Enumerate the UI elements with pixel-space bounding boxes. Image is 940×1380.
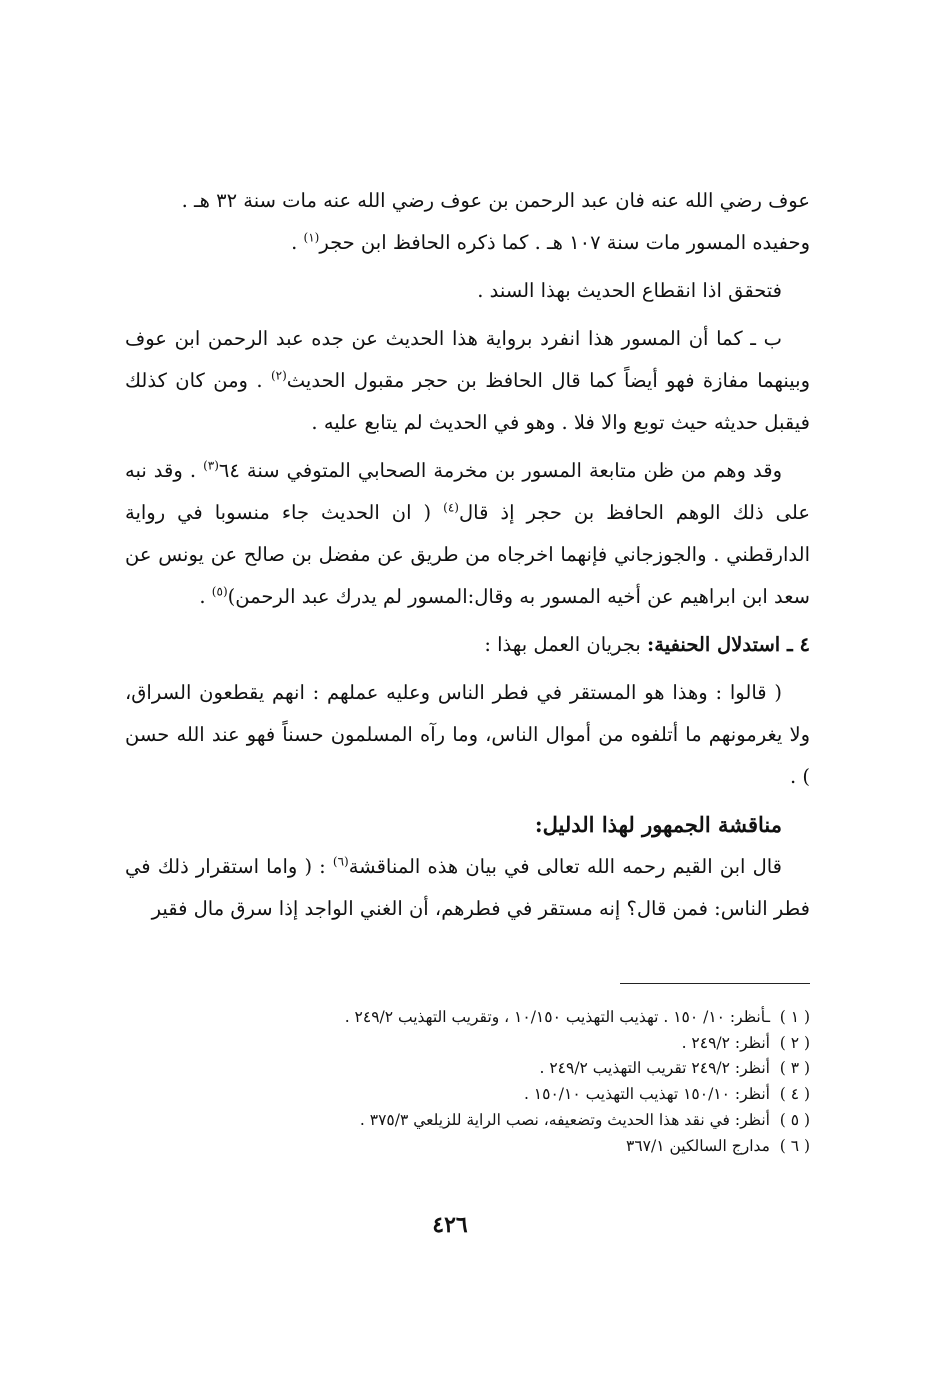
- footnote-6: [125, 1134, 810, 1160]
- footnote-ref-1: (١): [303, 230, 320, 245]
- paragraph-4-text-b: . وقد نبه على ذلك الوهم الحافظ بن حجر إذ قال: [125, 459, 810, 524]
- paragraph-1: [125, 180, 810, 264]
- paragraph-3-text-a: ب ـ كما أن المسور هذا انفرد برواية هذا الحديث عن جده عبد الرحمن ابن عوف وبينهما مفازة فهو أيضاً كما قال الحافظ بن حجر مقبول الحديث: [125, 327, 811, 392]
- footnote-number: ( ٣ ): [779, 1059, 810, 1078]
- paragraph-6: [125, 846, 810, 930]
- footnote-2: [125, 1031, 810, 1057]
- footnote-1: [125, 1005, 810, 1031]
- footnote-number: ( ٤ ): [779, 1085, 810, 1104]
- paragraph-1-line-1: عوف رضي الله عنه فان عبد الرحمن بن عوف رضي الله عنه مات سنة ٣٢ هـ .: [181, 189, 810, 212]
- paragraph-5: ( قالوا : وهذا هو المستقر في فطر الناس وعليه عملهم : انهم يقطعون السراق، ولا يغرمونهم ما أتلفوه من أموال الناس، وما رآه المسلمون حسناً فهو عند الله حسن ) .: [125, 681, 810, 788]
- footnote-text: أنظر: ٢٤٩/٢ .: [681, 1033, 770, 1052]
- paragraph-2: فتحقق اذا انقطاع الحديث بهذا السند .: [477, 279, 782, 302]
- footnote-3: [125, 1056, 810, 1082]
- paragraph-1-line-2: وحفيده المسور مات سنة ١٠٧ هـ . كما ذكره الحافظ ابن حجر: [319, 231, 810, 254]
- footnote-text: أنظر: في نقد هذا الحديث وتضعيفه، نصب الراية للزيلعي ٣٧٥/٣ .: [359, 1110, 770, 1129]
- footnote-text: أنظر: ٢٤٩/٢ تقريب التهذيب ٢٤٩/٢ .: [539, 1059, 770, 1078]
- footnote-separator: [620, 983, 810, 984]
- footnote-5: [125, 1108, 810, 1134]
- page-number: ٤٢٦: [432, 1212, 468, 1238]
- paragraph-4: [125, 450, 810, 618]
- section-4-subtitle: بجريان العمل بهذا :: [484, 633, 648, 656]
- footnote-text: ـأنظر: ١٠/ ١٥٠ . تهذيب التهذيب ١٠/١٥٠ ، وتقريب التهذيب ٢٤٩/٢ .: [344, 1008, 770, 1026]
- paragraph-4-text-c: ( ان الحديث جاء منسوبا في رواية الدارقطني . والجوزجاني فإنهما اخرجاه من طريق عن مفضل بن صالح عن يونس عن سعد ابن ابراهيم عن أخيه المسور به وقال:المسور لم يدرك عبد الرحمن): [125, 501, 810, 608]
- footnote-number: ( ٢ ): [779, 1033, 810, 1052]
- paragraph-6-text-a: قال ابن القيم رحمه الله تعالى في بيان هذه المناقشة: [348, 855, 782, 878]
- footnote-ref-3: (٣): [203, 458, 219, 473]
- paragraph-4-text-d: .: [199, 585, 212, 608]
- footnote-4: [125, 1082, 810, 1108]
- footnote-ref-2: (٢): [270, 368, 287, 383]
- main-text: [125, 180, 810, 936]
- paragraph-3: [125, 318, 810, 444]
- section-4-title: ٤ ـ استدلال الحنفية:: [647, 633, 810, 656]
- footnote-number: ( ٦ ): [779, 1136, 810, 1155]
- paragraph-6-text-b: : ( واما استقرار ذلك في فطر الناس: فمن قال؟ إنه مستقر في فطرهم، أن الغني الواجد إذا سرق مال فقير: [125, 855, 810, 920]
- footnote-ref-4: (٤): [443, 500, 459, 515]
- footnote-number: ( ٥ ): [779, 1110, 810, 1129]
- footnote-ref-6: (٦): [332, 854, 349, 869]
- footnote-text: أنظر: ١٥٠/١٠ تهذيب التهذيب ١٥٠/١٠ .: [523, 1085, 770, 1104]
- discussion-heading: مناقشة الجمهور لهذا الدليل:: [534, 812, 782, 837]
- paragraph-1-end: .: [291, 231, 304, 254]
- paragraph-3-text-b: . ومن كان كذلك فيقبل حديثه حيث توبع والا فلا . وهو في الحديث لم يتابع عليه .: [125, 369, 810, 434]
- paragraph-4-text-a: وقد وهم من ظن متابعة المسور بن مخرمة الصحابي المتوفي سنة ٦٤: [218, 459, 782, 482]
- section-4-heading: [125, 624, 810, 666]
- footnote-ref-5: (٥): [211, 584, 228, 599]
- footnote-text: مدارج السالكين ٣٦٧/١: [626, 1136, 770, 1155]
- footnote-number: ( ١ ): [779, 1008, 810, 1026]
- footnotes: [125, 1005, 810, 1159]
